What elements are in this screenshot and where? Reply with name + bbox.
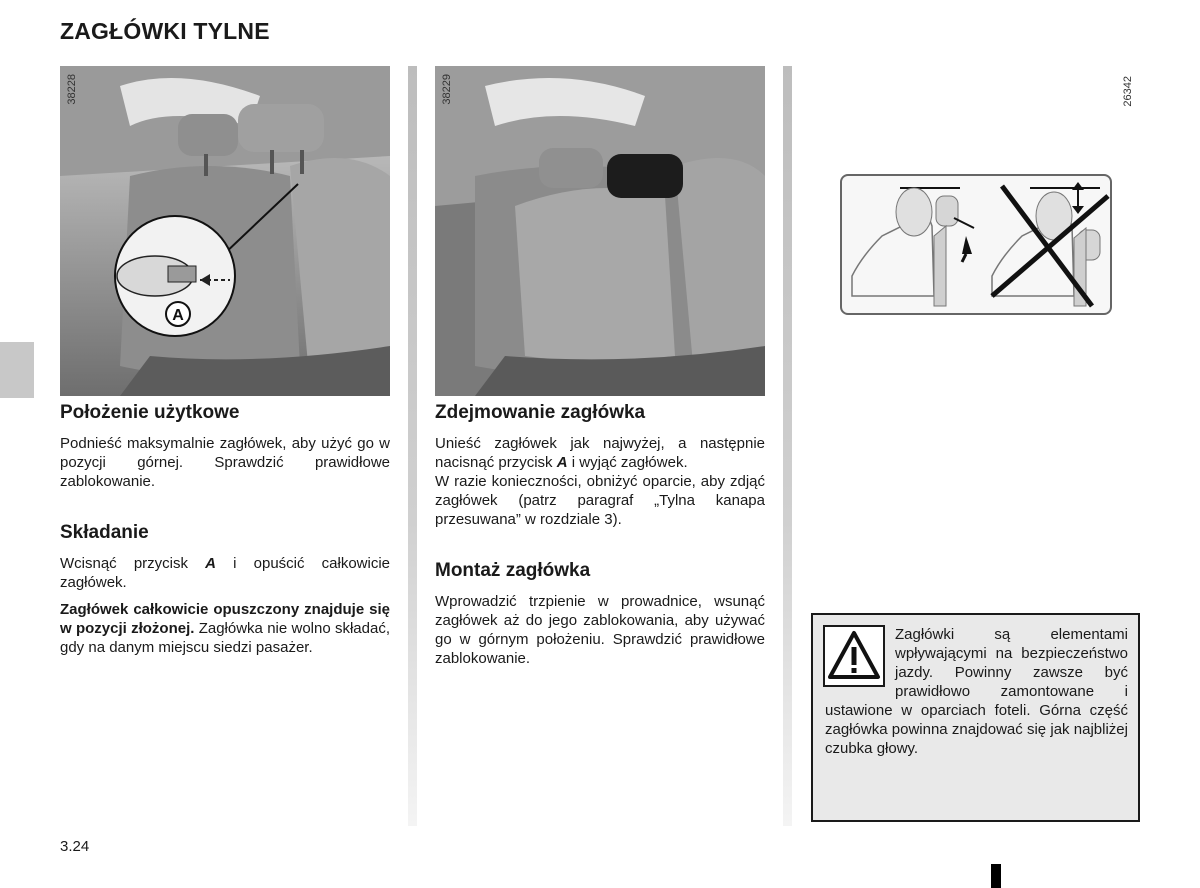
figure-code: 38229 <box>441 74 453 105</box>
button-a-ref: A <box>556 454 568 471</box>
page-title: ZAGŁÓWKI TYLNE <box>60 18 270 44</box>
section-heading: Składanie <box>60 522 149 543</box>
folded-position-note: Zagłówek całkowicie opuszczony znajduje się w pozycji złożonej. <box>60 601 390 637</box>
figure-code: 26342 <box>1122 76 1134 107</box>
section-folding <box>60 522 390 665</box>
chapter-tab <box>0 342 34 398</box>
section-mounting <box>435 560 765 676</box>
button-a-ref: A <box>205 555 216 572</box>
safety-warning-box <box>811 613 1140 822</box>
warning-text-container <box>825 625 1128 758</box>
section-use-position <box>60 402 390 499</box>
section-text: Wprowadzić trzpienie w prowadnice, wsunąć zagłówek aż do jego zablokowania, aby używać go w górnym położeniu. Sprawdzić prawidłowe zablokowanie. <box>435 593 765 667</box>
section-text: Wcisnąć przycisk A i opuścić całkowicie zagłówek. <box>60 555 390 591</box>
photo-headrest-removal <box>435 66 765 396</box>
section-text: Zagłówek całkowicie opuszczony znajduje się w pozycji złożonej. Zagłówka nie wolno składać, gdy na danym miejscu siedzi pasażer. <box>60 601 390 656</box>
section-heading: Położenie użytkowe <box>60 402 240 423</box>
figure-code: 38228 <box>66 74 78 105</box>
photo-headrest-use-position <box>60 66 390 396</box>
button-a-callout: A <box>172 307 184 324</box>
column-divider-1 <box>408 66 417 826</box>
headrest-position-diagram <box>840 174 1112 315</box>
section-text: Podnieść maksymalnie zagłówek, aby użyć go w pozycji górnej. Sprawdzić prawidłowe zablokowanie. <box>60 435 390 490</box>
column-divider-2 <box>783 66 792 826</box>
section-removal <box>435 402 765 537</box>
section-heading: Montaż zagłówka <box>435 560 591 581</box>
section-text: W razie konieczności, obniżyć oparcie, aby zdjąć zagłówek (patrz paragraf „Tylna kanapa przesuwana” w rozdziale 3). <box>435 473 765 528</box>
page-edge-mark <box>991 864 1001 888</box>
section-text: Unieść zagłówek jak najwyżej, a następnie nacisnąć przycisk A i wyjąć zagłówek. <box>435 435 765 471</box>
page-number: 3.24 <box>60 838 90 855</box>
section-heading: Zdejmowanie zagłówka <box>435 402 646 423</box>
warning-text: Zagłówki są elementami wpływającymi na bezpieczeństwo jazdy. Powinny zawsze być prawidłowo zamontowane i ustawione w oparciach foteli. Górna część zagłówka powinna znajdować się jak najbliżej czubka głowy. <box>825 626 1128 757</box>
